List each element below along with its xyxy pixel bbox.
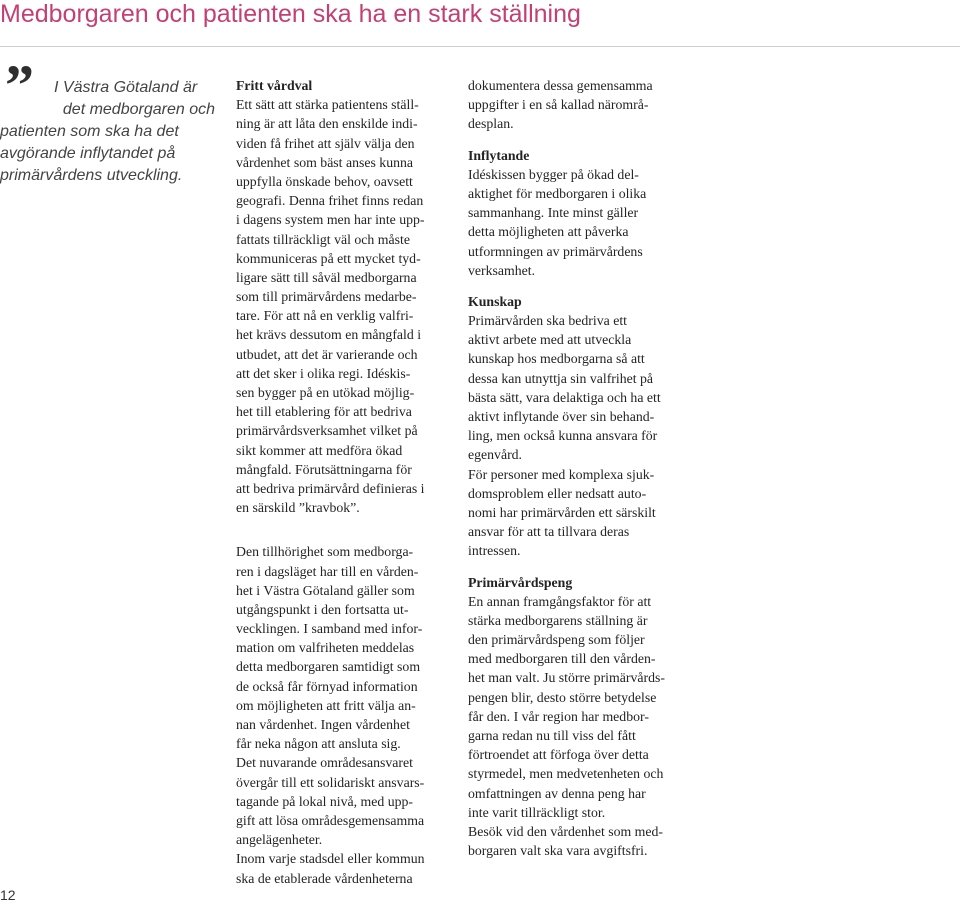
text-line: får den. I vår region har medbor- bbox=[468, 708, 649, 724]
text-line: uppfylla önskade behov, oavsett bbox=[236, 173, 413, 189]
paragraph-spacer bbox=[468, 280, 718, 292]
text-line: verksamhet. bbox=[468, 262, 536, 278]
pull-quote-line: patienten som ska ha det bbox=[0, 123, 179, 140]
text-line: övergår till ett solidariskt ansvars- bbox=[236, 774, 425, 790]
text-line: kunskap hos medborgarna så att bbox=[468, 351, 645, 367]
text-line: utgångspunkt i den fortsatta ut- bbox=[236, 601, 409, 617]
text-line: ansvar för att ta tillvara deras bbox=[468, 524, 630, 540]
text-line: mångfald. Förutsättningarna för bbox=[236, 461, 412, 477]
page-title: Medborgaren och patienten ska ha en stark ställning bbox=[0, 0, 581, 28]
text-line: Ett sätt att stärka patientens ställ- bbox=[236, 97, 419, 113]
text-line: Den tillhörighet som medborga- bbox=[236, 544, 414, 560]
text-line: ska de etablerade vårdenheterna bbox=[236, 870, 413, 886]
text-line: med medborgaren till den vården- bbox=[468, 651, 656, 667]
text-line: angelägenheter. bbox=[236, 832, 323, 848]
text-line: Idéskissen bygger på ökad del- bbox=[468, 166, 639, 182]
pull-quote-line: I Västra Götaland är bbox=[54, 79, 198, 96]
text-line: får neka någon att ansluta sig. bbox=[236, 736, 401, 752]
text-line: intressen. bbox=[468, 543, 521, 559]
text-line: Primärvården ska bedriva ett bbox=[468, 313, 627, 329]
text-line: nan vårdenhet. Ingen vårdenhet bbox=[236, 717, 410, 732]
section-body-intro bbox=[468, 76, 718, 134]
section-heading-inflytande: Inflytande bbox=[468, 147, 530, 163]
text-line: de också får förnyad information bbox=[236, 678, 418, 694]
text-line: ren i dagsläget har till en vården- bbox=[236, 563, 419, 579]
page-number: 12 bbox=[0, 887, 16, 903]
text-line: sikt kommer att medföra ökad bbox=[236, 442, 403, 458]
text-line: garna redan nu till viss del fått bbox=[468, 728, 636, 743]
text-line: egenvård. bbox=[468, 447, 523, 463]
title-divider bbox=[0, 46, 960, 47]
section-heading-primarvardspeng: Primärvårdspeng bbox=[468, 574, 573, 590]
text-line: ning är att låta den enskilde indi- bbox=[236, 116, 418, 132]
text-line: den primärvårdspeng som följer bbox=[468, 632, 645, 648]
text-line: domsproblem eller nedsatt auto- bbox=[468, 485, 647, 501]
text-line: utbudet, att det är varierande och bbox=[236, 346, 418, 362]
pull-quote bbox=[0, 53, 215, 213]
text-line: att det sker i olika regi. Idéskis- bbox=[236, 365, 411, 381]
pull-quote-line: avgörande inflytandet på bbox=[0, 145, 176, 162]
pull-quote-line: primärvårdens utveckling. bbox=[0, 167, 183, 184]
text-line: het krävs dessutom en mångfald i bbox=[236, 327, 422, 343]
text-line: fattats tillräckligt väl och måste bbox=[236, 231, 410, 247]
text-line: desplan. bbox=[468, 116, 514, 132]
text-line: bästa sätt, vara delaktiga och ha ett bbox=[468, 389, 661, 405]
text-line: het man valt. Ju större primärvårds- bbox=[468, 670, 665, 686]
section-heading-kunskap: Kunskap bbox=[468, 293, 522, 309]
text-line: dessa kan utnyttja sin valfrihet på bbox=[468, 370, 654, 386]
quote-mark-icon: ” bbox=[5, 53, 34, 118]
text-line: sen bygger på en utökad möjlig- bbox=[236, 385, 415, 400]
section-heading-fritt-vardval: Fritt vårdval bbox=[236, 78, 313, 93]
section-body-kunskap bbox=[468, 311, 718, 560]
text-line: tagande på lokal nivå, med upp- bbox=[236, 793, 414, 809]
text-line: Det nuvarande områdesansvaret bbox=[236, 755, 413, 771]
text-line: styrmedel, men medvetenheten och bbox=[468, 766, 664, 782]
paragraph-spacer bbox=[468, 561, 718, 573]
text-line: inte varit tillräckligt stor. bbox=[468, 804, 606, 820]
text-line: tare. För att nå en verklig valfri- bbox=[236, 308, 414, 324]
text-line: vårdenhet som bäst anses kunna bbox=[236, 154, 414, 170]
text-line: het i Västra Götaland gäller som bbox=[236, 582, 415, 598]
text-line: viden få frihet att själv välja den bbox=[236, 135, 415, 151]
text-line: geografi. Denna frihet finns redan bbox=[236, 193, 424, 209]
text-column-left bbox=[236, 76, 461, 888]
text-line: primärvårdsverksamhet vilket på bbox=[236, 423, 418, 439]
section-body-inflytande bbox=[468, 165, 718, 280]
text-line: omfattningen av denna peng har bbox=[468, 785, 646, 801]
pull-quote-line: det medborgaren och bbox=[62, 101, 215, 118]
text-line: ligare sätt till såväl medborgarna bbox=[236, 269, 417, 285]
text-line: vecklingen. I samband med infor- bbox=[236, 621, 423, 637]
paragraph-spacer bbox=[236, 517, 461, 542]
text-line: nomi har primärvården ett särskilt bbox=[468, 504, 656, 520]
text-line: pengen blir, desto större betydelse bbox=[468, 689, 657, 705]
text-line: utformningen av primärvårdens bbox=[468, 243, 643, 259]
text-line: detta möjligheten att påverka bbox=[468, 224, 629, 240]
section-body-tillhorighet bbox=[236, 542, 461, 887]
text-line: om möjligheten att fritt välja an- bbox=[236, 697, 416, 713]
text-line: borgaren valt ska vara avgiftsfri. bbox=[468, 843, 648, 859]
text-line: aktivt inflytande över sin behand- bbox=[468, 409, 655, 424]
text-line: i dagens system men har inte upp- bbox=[236, 212, 425, 228]
text-column-right bbox=[468, 76, 718, 860]
text-line: förtroendet att förfoga över detta bbox=[468, 747, 649, 763]
text-line: Inom varje stadsdel eller kommun bbox=[236, 851, 425, 867]
text-line: uppgifter i en så kallad närområ- bbox=[468, 97, 649, 113]
text-line: en särskild ”kravbok”. bbox=[236, 500, 360, 516]
text-line: detta medborgaren samtidigt som bbox=[236, 659, 421, 675]
text-line: het till etablering för att bedriva bbox=[236, 404, 412, 420]
text-line: gift att lösa områdesgemensamma bbox=[236, 812, 425, 828]
text-line: sammanhang. Inte minst gäller bbox=[468, 205, 639, 221]
text-line: som till primärvårdens medarbe- bbox=[236, 289, 417, 305]
text-line: kommuniceras på ett mycket tyd- bbox=[236, 250, 421, 266]
text-line: Besök vid den vårdenhet som med- bbox=[468, 823, 664, 839]
text-line: mation om valfriheten meddelas bbox=[236, 640, 415, 656]
text-line: För personer med komplexa sjuk- bbox=[468, 466, 655, 482]
text-line: aktighet för medborgaren i olika bbox=[468, 185, 647, 201]
text-line: att bedriva primärvård definieras i bbox=[236, 480, 425, 496]
section-body-fritt-vardval bbox=[236, 95, 461, 517]
paragraph-spacer bbox=[468, 134, 718, 146]
text-line: ling, men också kunna ansvara för bbox=[468, 428, 658, 444]
text-line: dokumentera dessa gemensamma bbox=[468, 78, 653, 93]
text-line: aktivt arbete med att utveckla bbox=[468, 332, 632, 348]
text-line: stärka medborgarens ställning är bbox=[468, 612, 648, 628]
section-body-primarvardspeng bbox=[468, 592, 718, 861]
text-line: En annan framgångsfaktor för att bbox=[468, 593, 652, 609]
